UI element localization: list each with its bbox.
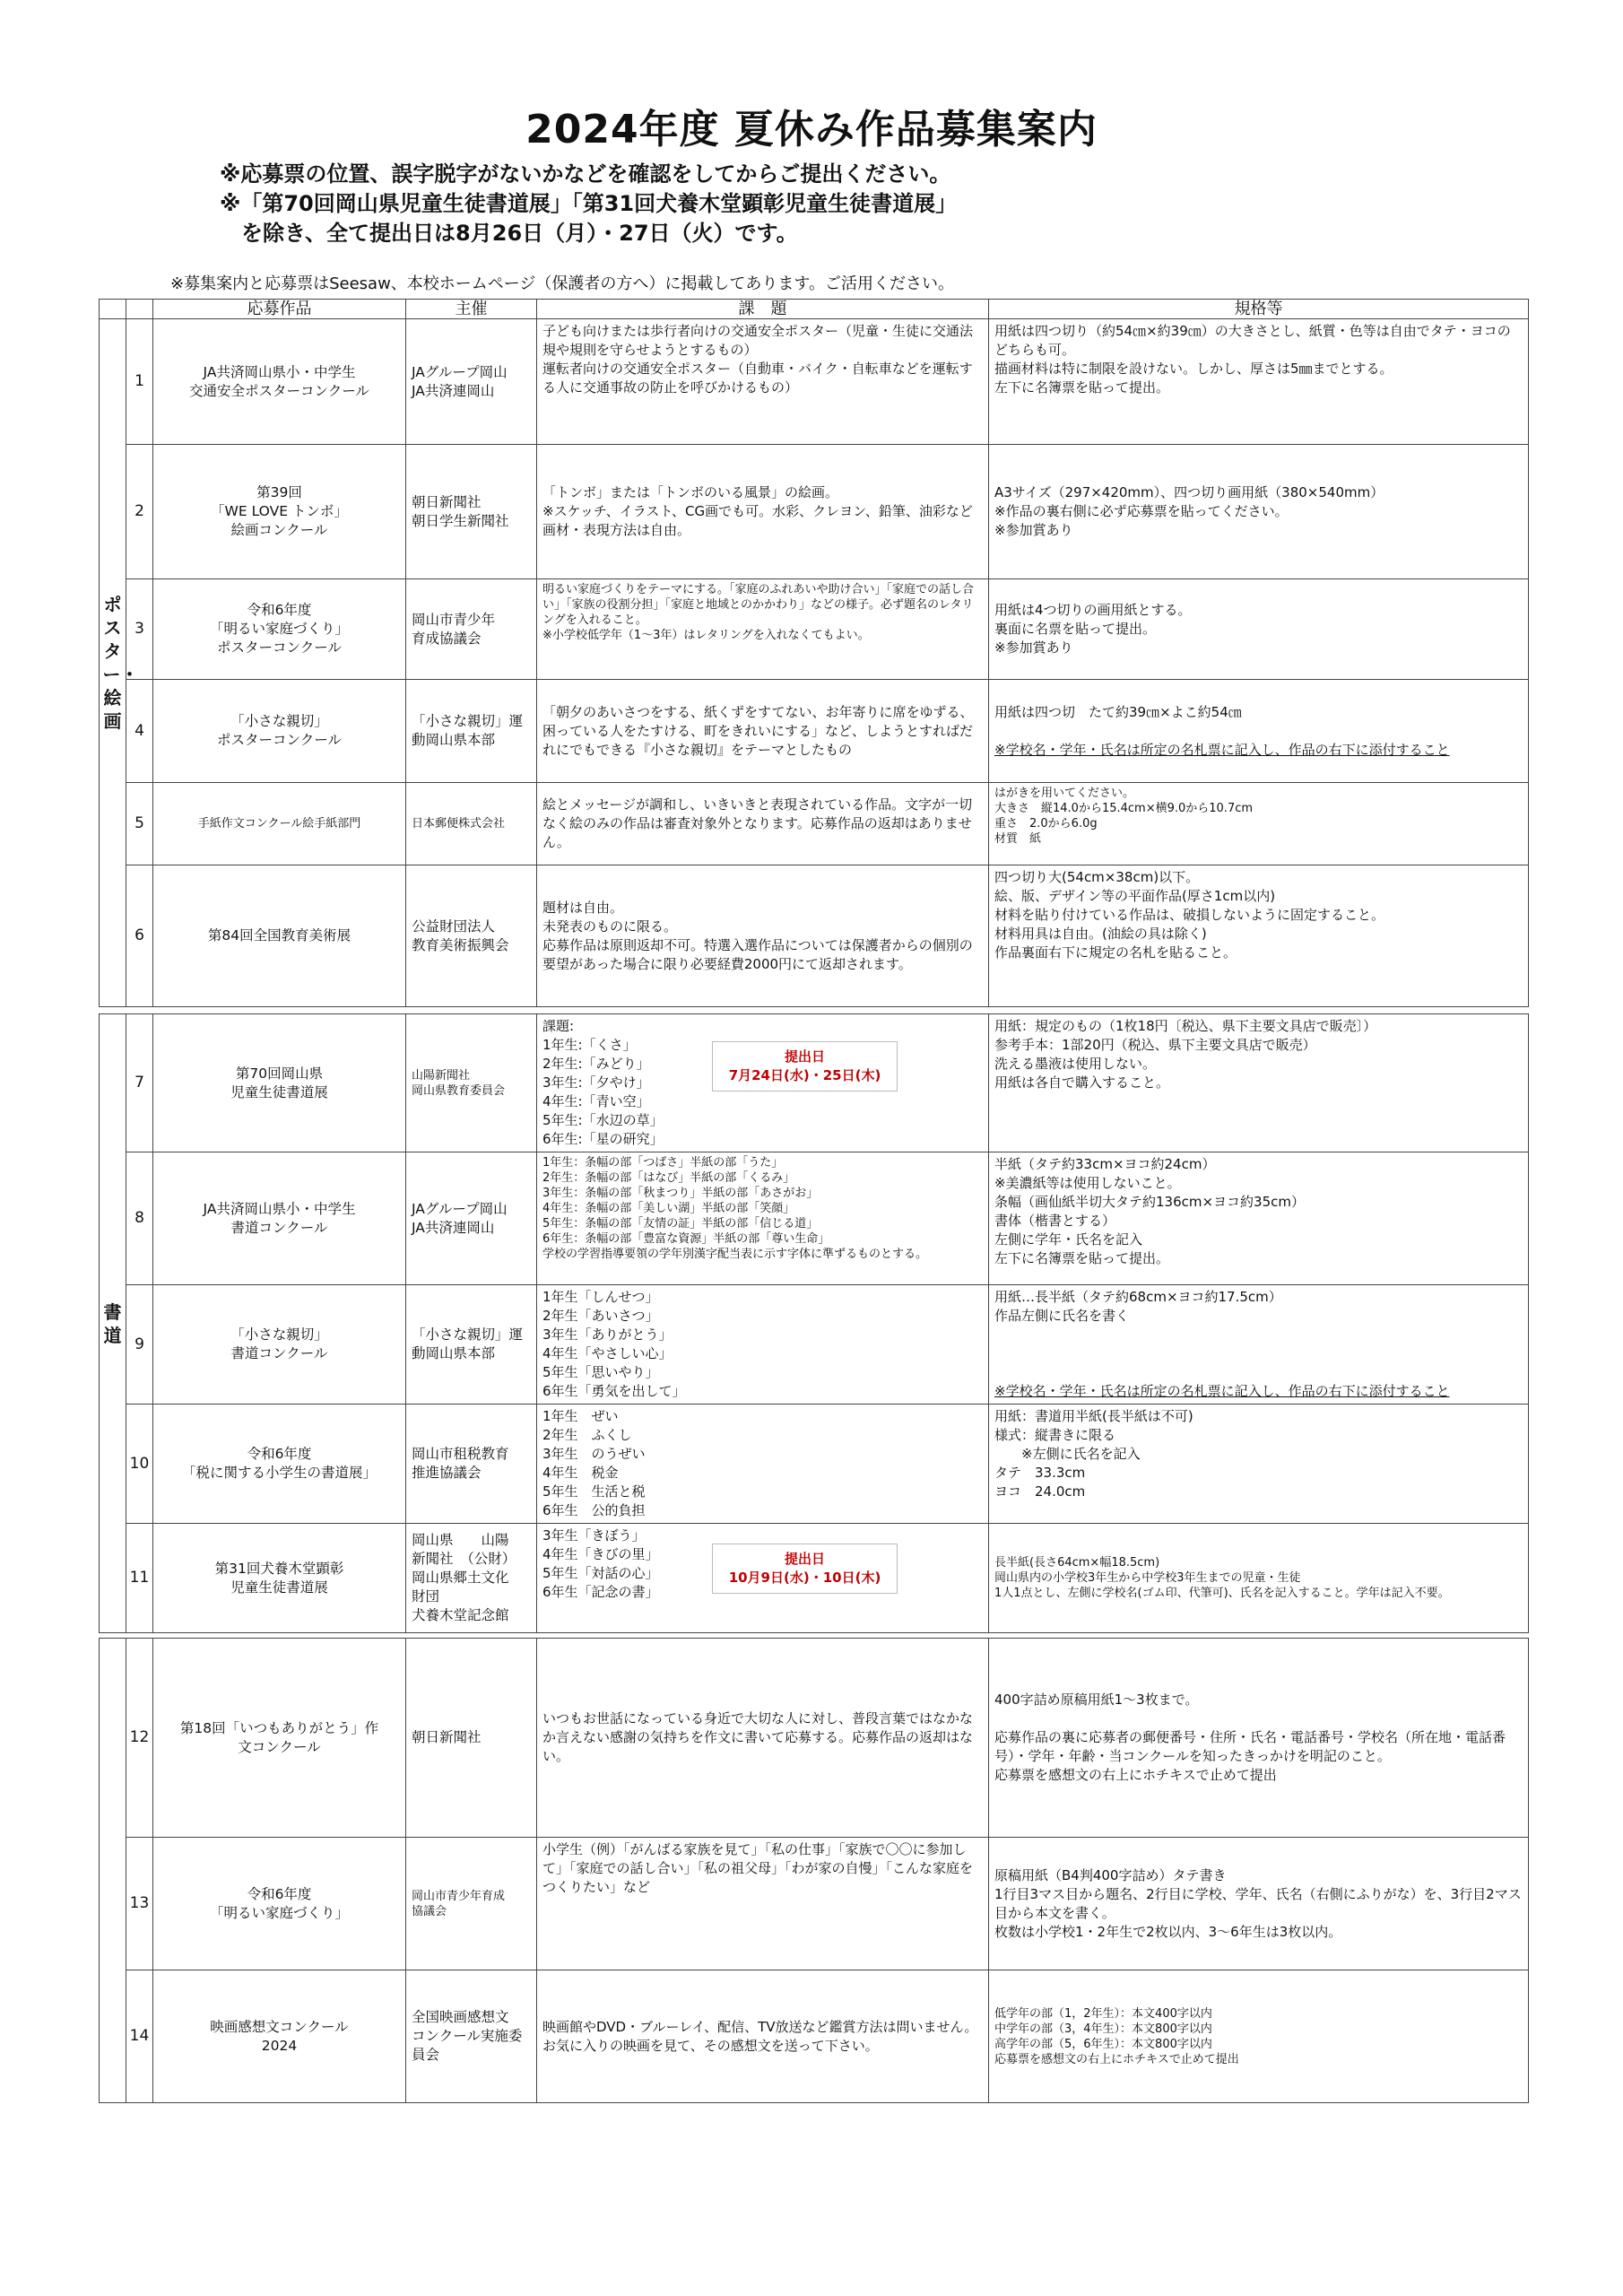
spacer — [994, 1326, 1523, 1344]
cell-line: 材質 紙 — [994, 832, 1042, 846]
entry-number: 4 — [126, 680, 153, 783]
cell-line: 「朝夕のあいさつをする、紙くずをすてない、お年寄りに席をゆずる、困っている人をたすける、町をきれいにする」など、しようとすればだれにでもできる『小さな親切』をテーマとしたもの — [542, 703, 974, 758]
cell-line: ※学校名・学年・氏名は所定の名札票に記入し、作品の右下に添付すること — [994, 1383, 1450, 1399]
cell-line: ※左側に氏名を記入 — [994, 1446, 1141, 1462]
cell-line: 6年生:「星の研究」 — [542, 1131, 664, 1147]
cell-line: 岡山県教育委員会 — [412, 1083, 506, 1098]
contest-name — [153, 1639, 406, 1838]
entry-number: 10 — [126, 1405, 153, 1524]
theme — [537, 1285, 989, 1405]
cell-line: 400字詰め原稿用紙1～3枚まで。 — [994, 1692, 1199, 1708]
cell-line: 左下に名簿票を貼って提出。 — [994, 379, 1170, 396]
contest-name — [153, 783, 406, 865]
cell-line: 2年生:「みどり」 — [542, 1056, 650, 1072]
cell-line: JAグループ岡山 — [412, 363, 508, 380]
contest-name — [153, 1014, 406, 1152]
cell-line: 日本郵便株式会社 — [412, 817, 506, 831]
sponsor — [406, 1285, 537, 1405]
cell-line: 絵画コンクール — [230, 522, 328, 538]
sponsor — [406, 865, 537, 1007]
cell-line: 応募票を感想文の右上にホチキスで止めて提出 — [994, 1767, 1277, 1783]
cell-line: 3年生「きぼう」 — [542, 1527, 646, 1544]
cell-line: 5年生「思いやり」 — [542, 1364, 659, 1380]
cell-line: 学校の学習指導要領の学年別漢字配当表に示す字体に準ずるものとする。 — [542, 1248, 928, 1261]
cell-line: ※小学校低学年（1～3年）はレタリングを入れなくてもよい。 — [542, 629, 870, 642]
spacer — [994, 722, 1523, 741]
entry-number: 8 — [126, 1152, 153, 1285]
theme — [537, 319, 989, 445]
table-row — [100, 445, 1529, 579]
cell-line: 令和6年度 — [247, 1446, 312, 1462]
specification — [989, 865, 1529, 1007]
category-label — [100, 1639, 126, 2103]
cell-line — [994, 1709, 1523, 1728]
cell-line: 朝日学生新聞社 — [412, 512, 509, 529]
cell-line: 第18回「いつもありがとう」作 — [179, 1719, 379, 1736]
cell-line: 様式：縦書きに限る — [994, 1427, 1116, 1443]
cell-line: 材料用具は自由。(油絵の具は除く) — [994, 926, 1207, 942]
cell-line: 書道コンクール — [230, 1345, 328, 1361]
cell-line: 書体（楷書とする） — [994, 1213, 1116, 1229]
theme — [537, 1838, 989, 1970]
cell-line: 6年生「記念の書」 — [542, 1584, 659, 1600]
deadline-date: 7月24日(水)・25日(木) — [728, 1067, 881, 1083]
category-label: 書道 — [100, 1014, 126, 1633]
specification — [989, 1014, 1529, 1152]
cell-line: 6年生「勇気を出して」 — [542, 1383, 686, 1399]
essay-table — [99, 1638, 1529, 2103]
cell-line: 「小さな親切」運動岡山県本部 — [412, 1326, 524, 1361]
cell-line: 教育美術振興会 — [412, 936, 509, 953]
cell-line: 原稿用紙（B4判400字詰め）タテ書き — [994, 1866, 1227, 1883]
page-title: 2024年度 夏休み作品募集案内 — [525, 107, 1098, 152]
cell-line: 新聞社 （公財） — [412, 1551, 516, 1567]
deadline-box — [712, 1544, 898, 1594]
cell-line: ※スケッチ、イラスト、CG画でも可。水彩、クレヨン、鉛筆、油彩など画材・表現方法は自由。 — [542, 503, 973, 538]
theme — [537, 1014, 989, 1152]
contest-name — [153, 579, 406, 680]
cell-line: 枚数は小学校1・2年生で2枚以内、3～6年生は3枚以内。 — [994, 1923, 1342, 1940]
cell-line: 2年生「あいさつ」 — [542, 1308, 659, 1324]
cell-line: ※参加賞あり — [994, 639, 1073, 656]
cell-line: 「WE LOVE トンボ」 — [211, 503, 348, 519]
cell-line: 左側に学年・氏名を記入 — [994, 1231, 1143, 1248]
cell-line: 中学年の部（3，4年生）：本文800字以内 — [994, 2022, 1212, 2036]
cell-line: 6年生：条幅の部「豊富な資源」半紙の部「尊い生命」 — [542, 1232, 830, 1246]
cell-line: 長半紙(長さ64cm×幅18.5cm) — [994, 1556, 1160, 1570]
contest-name — [153, 1524, 406, 1633]
header-spec: 規格等 — [989, 300, 1529, 319]
cell-line: 大きさ 縦14.0から15.4cm×横9.0から10.7cm — [994, 802, 1254, 815]
cell-line: 3年生 のうぜい — [542, 1446, 646, 1462]
table-row — [100, 1970, 1529, 2103]
header-work: 応募作品 — [153, 300, 406, 319]
cell-line: 手紙作文コンクール絵手紙部門 — [197, 817, 361, 831]
cell-line: JA共済連岡山 — [412, 382, 495, 399]
contest-name — [153, 1970, 406, 2103]
cell-line: 半紙（タテ約33cm×ヨコ約24cm） — [994, 1156, 1216, 1172]
cell-line: 「明るい家庭づくり」 — [209, 621, 349, 637]
cell-line: 題材は自由。 — [542, 899, 624, 916]
cell-line: 裏面に名票を貼って提出。 — [994, 621, 1157, 637]
submission-notes — [220, 160, 957, 248]
cell-line: 描画材料は特に制限を設けない。しかし、厚さは5㎜までとする。 — [994, 361, 1393, 377]
theme — [537, 1970, 989, 2103]
cell-line: 1人1点とし、左側に学校名(ゴム印、代筆可)、氏名を記入すること。学年は記入不要。 — [994, 1587, 1450, 1600]
cell-line: ※作品の裏右側に必ず応募票を貼ってください。 — [994, 503, 1289, 519]
cell-line: 3年生「ありがとう」 — [542, 1326, 673, 1343]
specification — [989, 1970, 1529, 2103]
contest-name — [153, 445, 406, 579]
cell-line: 第31回犬養木堂顕彰 — [214, 1560, 344, 1577]
cell-line: JAグループ岡山 — [412, 1200, 508, 1217]
cell-line: 作品裏面右下に規定の名札を貼ること。 — [994, 944, 1237, 961]
specification — [989, 1639, 1529, 1838]
deadline-label: 提出日 — [784, 1551, 825, 1567]
cell-line: A3サイズ（297×420mm）、四つ切り画用紙（380×540mm） — [994, 484, 1384, 500]
note-line: ※応募票の位置、誤字脱字がないかなどを確認をしてからご提出ください。 — [220, 161, 951, 187]
contest-name — [153, 1152, 406, 1285]
cell-line: 「明るい家庭づくり」 — [209, 1904, 349, 1921]
specification — [989, 579, 1529, 680]
specification — [989, 445, 1529, 579]
contest-name — [153, 1838, 406, 1970]
entry-number: 2 — [126, 445, 153, 579]
table-row — [100, 1014, 1529, 1152]
entry-number: 3 — [126, 579, 153, 680]
entry-number: 11 — [126, 1524, 153, 1633]
cell-line: ※美濃紙等は使用しないこと。 — [994, 1175, 1181, 1191]
info-note: ※募集案内と応募票はSeesaw、本校ホームページ（保護者の方へ）に掲載してあります。ご活用ください。 — [170, 274, 954, 293]
contest-name — [153, 680, 406, 783]
cell-line: 用紙は4つ切りの画用紙とする。 — [994, 602, 1192, 618]
theme — [537, 1524, 989, 1633]
cell-line: 5年生：条幅の部「友情の証」半紙の部「信じる道」 — [542, 1217, 819, 1231]
cell-line: 「税に関する小学生の書道展」 — [181, 1465, 377, 1481]
theme — [537, 783, 989, 865]
cell-line: 児童生徒書道展 — [230, 1578, 328, 1596]
cell-line: 用紙は四つ切 たて約39㎝×よこ約54㎝ — [994, 703, 1242, 720]
cell-line: 四つ切り大(54cm×38cm)以下。 — [994, 869, 1200, 885]
cell-line: 公益財団法人 — [412, 918, 496, 935]
deadline-date: 10月9日(水)・10日(木) — [728, 1570, 881, 1586]
specification — [989, 680, 1529, 783]
cell-line: 5年生 生活と税 — [542, 1483, 646, 1500]
sponsor — [406, 1152, 537, 1285]
header-theme: 課 題 — [537, 300, 989, 319]
cell-line: 第39回 — [256, 484, 302, 500]
cell-line: 材料を貼り付けている作品は、破損しないように固定すること。 — [994, 907, 1385, 923]
cell-line: 用紙：書道用半紙(長半紙は不可) — [994, 1408, 1193, 1424]
cell-line: 協議会 — [412, 1904, 447, 1918]
cell-line: 5年生「対話の心」 — [542, 1565, 659, 1581]
table-row — [100, 865, 1529, 1007]
cell-line: 第84回全国教育美術展 — [207, 927, 352, 944]
cell-line: 育成協議会 — [412, 630, 482, 647]
cell-line: 1年生：条幅の部「つばさ」半紙の部「うた」 — [542, 1156, 784, 1170]
cell-line: 用紙…長半紙（タテ約68cm×ヨコ約17.5cm） — [994, 1289, 1282, 1305]
cell-line: 参考手本：1部20円（税込、県下主要文具店で販売） — [994, 1037, 1316, 1053]
cell-line: 岡山市青少年 — [412, 611, 496, 628]
contest-name — [153, 319, 406, 445]
table-row — [100, 1285, 1529, 1405]
cell-line: 洗える墨液は使用しない。 — [994, 1056, 1157, 1072]
cell-line: 用紙は四つ切り（約54㎝×約39㎝）の大きさとし、紙質・色等は自由でタテ・ヨコのどちらも可。 — [994, 323, 1511, 358]
cell-line: ※参加賞あり — [994, 522, 1073, 538]
cell-line: タテ 33.3cm — [994, 1465, 1086, 1481]
cell-line: 1年生:「くさ」 — [542, 1037, 637, 1053]
sponsor — [406, 445, 537, 579]
contest-name — [153, 865, 406, 1007]
cell-line: 小学生（例）「がんばる家族を見て」「私の仕事」「家族で〇〇に参加して」「家庭での話し合い」「私の祖父母」「わが家の自慢」「こんな家庭をつくりたい」など — [542, 1841, 974, 1895]
cell-line: 岡山県 山陽 — [412, 1532, 509, 1548]
cell-line: 高学年の部（5，6年生）：本文800字以内 — [994, 2037, 1212, 2051]
cell-line: 5年生:「水辺の草」 — [542, 1112, 664, 1128]
cell-line: 3年生：条幅の部「秋まつり」半紙の部「あさがお」 — [542, 1187, 819, 1200]
cell-line: 重さ 2.0から6.0g — [994, 817, 1098, 831]
cell-line: 令和6年度 — [247, 1885, 312, 1902]
table-row — [100, 319, 1529, 445]
cell-line: ※学校名・学年・氏名は所定の名札票に記入し、作品の右下に添付すること — [994, 741, 1450, 758]
cell-line: 岡山県郷土文化 — [412, 1570, 509, 1586]
cell-line: 山陽新聞社 — [412, 1068, 471, 1083]
cell-line: 運転者向けの交通安全ポスター（自動車・バイク・自転車などを運転する人に交通事故の防止を呼びかけるもの） — [542, 361, 973, 396]
entry-number: 9 — [126, 1285, 153, 1405]
cell-line: 財団 — [412, 1588, 440, 1605]
cell-line: 4年生 税金 — [542, 1465, 619, 1481]
cell-line: 低学年の部（1，2年生）：本文400字以内 — [994, 2006, 1212, 2021]
cell-line: 「トンボ」または「トンボのいる風景」の絵画。 — [542, 484, 839, 500]
entry-number: 7 — [126, 1014, 153, 1152]
cell-line: 6年生 公的負担 — [542, 1502, 646, 1518]
theme — [537, 445, 989, 579]
cell-line: 第70回岡山県 — [235, 1065, 324, 1082]
specification — [989, 1524, 1529, 1633]
cell-line: 「小さな親切」 — [230, 1326, 328, 1343]
cell-line: 左下に名簿票を貼って提出。 — [994, 1250, 1170, 1266]
cell-line: 映画感想文コンクール — [210, 2018, 349, 2035]
cell-line: 1年生 ぜい — [542, 1408, 619, 1424]
specification — [989, 1838, 1529, 1970]
poster-painting-table — [99, 299, 1529, 1007]
cell-line: 応募作品の裏に応募者の郵便番号・住所・氏名・電話番号・学校名（所在地・電話番号）・学年・年齢・当コンクールを知ったきっかけを明記のこと。 — [994, 1729, 1506, 1764]
cell-line: 文コンクール — [238, 1738, 321, 1755]
theme — [537, 680, 989, 783]
contest-name — [153, 1405, 406, 1524]
spacer — [994, 1344, 1523, 1363]
table-header-row — [100, 300, 1529, 319]
sponsor — [406, 1524, 537, 1633]
cell-line: ポスターコンクール — [217, 639, 342, 656]
table-row — [100, 1838, 1529, 1970]
theme — [537, 1639, 989, 1838]
cell-line: 映画館やDVD・ブルーレイ、配信、TV放送など鑑賞方法は問いません。お気に入りの映画を見て、その感想文を送って下さい。 — [542, 2018, 978, 2054]
cell-line: 絵、版、デザイン等の平面作品(厚さ1cm以内) — [994, 888, 1276, 904]
cell-line: 書道コンクール — [230, 1219, 328, 1236]
cell-line: 応募票を感想文の右上にホチキスで止めて提出 — [994, 2052, 1239, 2066]
cell-line: 明るい家庭づくりをテーマにする。「家庭のふれあいや助け合い」「家庭での話し合い」「家族の役割分担」「家庭と地域とのかかわり」などの様子。必ず題名のレタリングを入れること。 — [542, 583, 975, 627]
cell-line: 1行目3マス目から題名、2行目に学校、学年、氏名（右側にふりがな）を、3行目2マス目から本文を書く。 — [994, 1885, 1522, 1921]
sponsor — [406, 579, 537, 680]
specification — [989, 783, 1529, 865]
cell-line: 児童生徒書道展 — [230, 1083, 328, 1100]
theme — [537, 579, 989, 680]
table-row — [100, 1524, 1529, 1633]
table-row — [100, 1152, 1529, 1285]
cell-line: 岡山市青少年育成 — [412, 1889, 506, 1903]
cell-line: 「小さな親切」 — [230, 713, 328, 729]
cell-line: 岡山市租税教育 — [412, 1446, 509, 1462]
note-line: を除き、全て提出日は8月26日（月）・27日（火）です。 — [220, 221, 798, 246]
category-label: ポスター・絵画 — [100, 319, 126, 1007]
cell-line: 推進協議会 — [412, 1465, 482, 1481]
cell-line: 4年生「やさしい心」 — [542, 1345, 673, 1361]
cell-line: 4年生「きびの里」 — [542, 1546, 659, 1562]
entry-number: 12 — [126, 1639, 153, 1838]
cell-line: 1年生「しんせつ」 — [542, 1289, 659, 1305]
cell-line: 令和6年度 — [247, 602, 312, 618]
cell-line: 2024 — [261, 2037, 298, 2054]
cell-line: 員会 — [412, 2047, 440, 2063]
cell-line: 交通安全ポスターコンクール — [189, 382, 369, 399]
table-row — [100, 579, 1529, 680]
entry-number: 14 — [126, 1970, 153, 2103]
cell-line: 応募作品は原則返却不可。特選入選作品については保護者からの個別の要望があった場合に限り必要経費2000円にて返却されます。 — [542, 936, 973, 972]
theme — [537, 1152, 989, 1285]
cell-line: 作品左側に氏名を書く — [994, 1308, 1130, 1324]
sponsor — [406, 783, 537, 865]
cell-line: 2年生：条幅の部「はなび」半紙の部「くるみ」 — [542, 1171, 795, 1185]
cell-line: 絵とメッセージが調和し、いきいきと表現されている作品。文字が一切なく絵のみの作品は審査対象外となります。応募作品の返却はありません。 — [542, 796, 973, 850]
sponsor — [406, 1838, 537, 1970]
theme — [537, 1405, 989, 1524]
table-row — [100, 1639, 1529, 1838]
cell-line: JA共済岡山県小・中学生 — [203, 363, 356, 380]
sponsor — [406, 1014, 537, 1152]
cell-line: 朝日新聞社 — [412, 493, 482, 510]
cell-line: 犬養木堂記念館 — [412, 1607, 509, 1623]
spacer — [994, 1363, 1523, 1382]
entry-number: 6 — [126, 865, 153, 1007]
cell-line: 4年生:「青い空」 — [542, 1093, 650, 1109]
table-row — [100, 783, 1529, 865]
contest-name — [153, 1285, 406, 1405]
cell-line: 用紙は各自で購入すること。 — [994, 1074, 1170, 1091]
cell-line: はがきを用いてください。 — [994, 787, 1135, 800]
sponsor — [406, 1405, 537, 1524]
specification — [989, 1405, 1529, 1524]
sponsor — [406, 680, 537, 783]
cell-line: 条幅（画仙紙半切大タテ約136cm×ヨコ約35cm） — [994, 1194, 1306, 1210]
cell-line: ヨコ 24.0cm — [994, 1483, 1086, 1500]
cell-line: 3年生:「夕やけ」 — [542, 1074, 650, 1091]
entry-number: 5 — [126, 783, 153, 865]
cell-line: コンクール実施委 — [412, 2028, 523, 2044]
cell-line: JA共済連岡山 — [412, 1219, 495, 1236]
table-row — [100, 1405, 1529, 1524]
sponsor — [406, 1639, 537, 1838]
calligraphy-table — [99, 1013, 1529, 1633]
cell-line: いつもお世話になっている身近で大切な人に対し、普段言葉ではなかなか言えない感謝の気持ちを作文に書いて応募する。応募作品の返却はない。 — [542, 1710, 974, 1764]
cell-line: 4年生：条幅の部「美しい湖」半紙の部「笑顔」 — [542, 1202, 795, 1215]
theme — [537, 865, 989, 1007]
specification — [989, 1152, 1529, 1285]
specification — [989, 319, 1529, 445]
deadline-label: 提出日 — [784, 1048, 825, 1065]
header-sponsor: 主催 — [406, 300, 537, 319]
cell-line: 全国映画感想文 — [412, 2009, 509, 2025]
deadline-box — [712, 1041, 898, 1091]
cell-line: 「小さな親切」運動岡山県本部 — [412, 713, 524, 748]
cell-line: 子ども向けまたは歩行者向けの交通安全ポスター（児童・生徒に交通法規や規則を守らせようとするもの） — [542, 323, 974, 358]
cell-line: 未発表のものに限る。 — [542, 918, 678, 935]
cell-line: 2年生 ふくし — [542, 1427, 632, 1443]
sponsor — [406, 1970, 537, 2103]
cell-line: 用紙：規定のもの（1枚18円〔税込、県下主要文具店で販売〕） — [994, 1018, 1377, 1034]
entry-number: 1 — [126, 319, 153, 445]
cell-line: 岡山県内の小学校3年生から中学校3年生までの児童・生徒 — [994, 1571, 1301, 1585]
cell-line: ポスターコンクール — [217, 732, 342, 748]
cell-line: JA共済岡山県小・中学生 — [203, 1200, 356, 1217]
sponsor — [406, 319, 537, 445]
cell-line: 朝日新聞社 — [412, 1729, 482, 1745]
cell-line: 課題: — [542, 1018, 575, 1034]
entry-number: 13 — [126, 1838, 153, 1970]
specification — [989, 1285, 1529, 1405]
table-row — [100, 680, 1529, 783]
note-line: ※「第70回岡山県児童生徒書道展」「第31回犬養木堂顕彰児童生徒書道展」 — [220, 191, 958, 216]
